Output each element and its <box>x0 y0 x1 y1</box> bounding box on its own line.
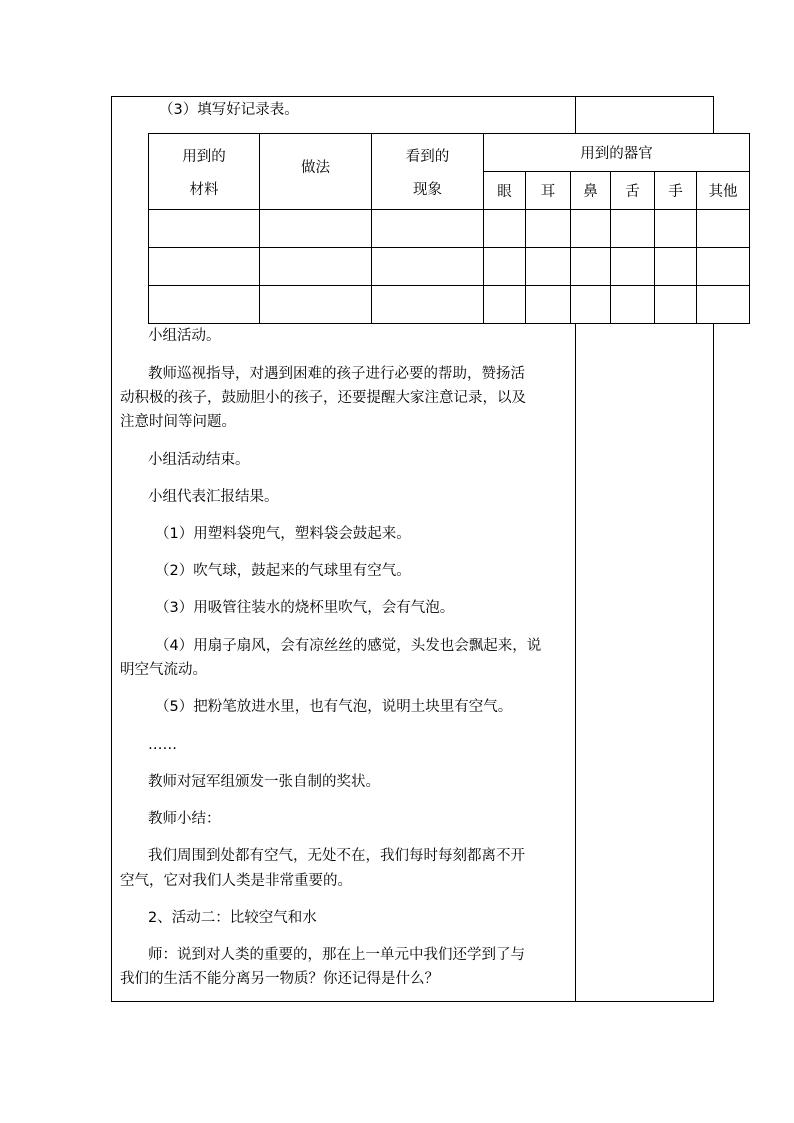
paragraph-line: （1）用塑料袋兜气，塑料袋会鼓起来。 <box>155 526 411 542</box>
table-cell <box>611 248 655 286</box>
table-cell <box>484 248 526 286</box>
organ-hand: 手 <box>655 172 697 210</box>
table-cell <box>526 210 571 248</box>
organ-other: 其他 <box>697 172 750 210</box>
table-row <box>149 248 750 286</box>
paragraph-line: 2、活动二：比较空气和水 <box>148 910 317 926</box>
table-cell <box>697 248 750 286</box>
paragraph-line: 注意时间等问题。 <box>120 414 236 430</box>
table-cell <box>611 210 655 248</box>
paragraph-line: 教师巡视指导，对遇到困难的孩子进行必要的帮助，赞扬活 <box>148 366 525 382</box>
paragraph-line: 我们周围到处都有空气，无处不在，我们每时每刻都离不开 <box>148 848 525 864</box>
paragraph-line: 小组代表汇报结果。 <box>148 489 279 505</box>
table-intro: （3）填写好记录表。 <box>159 102 299 118</box>
organ-eye: 眼 <box>484 172 526 210</box>
table-cell <box>571 286 611 324</box>
table-cell <box>697 286 750 324</box>
paragraph-line: 教师小结： <box>148 811 221 827</box>
paragraph-line: （5）把粉笔放进水里，也有气泡，说明土块里有空气。 <box>155 699 513 715</box>
paragraph-line: （2）吹气球，鼓起来的气球里有空气。 <box>155 563 411 579</box>
table-cell <box>526 286 571 324</box>
table-cell <box>571 210 611 248</box>
paragraph-line: 明空气流动。 <box>120 662 207 678</box>
header-organs: 用到的器官 <box>484 134 750 172</box>
paragraph-line: …… <box>148 737 177 753</box>
table-cell <box>571 248 611 286</box>
organ-ear: 耳 <box>526 172 571 210</box>
table-cell <box>611 286 655 324</box>
table-cell <box>149 286 260 324</box>
paragraph-line: 教师对冠军组颁发一张自制的奖状。 <box>148 774 380 790</box>
table-cell <box>149 210 260 248</box>
paragraph-line: （4）用扇子扇风，会有凉丝丝的感觉，头发也会飘起来，说 <box>155 638 542 654</box>
header-seen: 看到的 现象 <box>372 134 484 210</box>
table-cell <box>149 248 260 286</box>
table-cell <box>372 210 484 248</box>
paragraph-line: 动积极的孩子，鼓励胆小的孩子，还要提醒大家注意记录，以及 <box>120 390 526 406</box>
table-cell <box>372 248 484 286</box>
record-table <box>148 133 750 324</box>
paragraph-line: 小组活动结束。 <box>148 452 250 468</box>
paragraph-line: 空气，它对我们人类是非常重要的。 <box>120 873 352 889</box>
header-materials: 用到的 材料 <box>149 134 260 210</box>
table-cell <box>372 286 484 324</box>
table-cell <box>526 248 571 286</box>
paragraph-line: 师：说到对人类的重要的，那在上一单元中我们还学到了与 <box>148 947 525 963</box>
table-cell <box>484 210 526 248</box>
organ-nose: 鼻 <box>571 172 611 210</box>
table-cell <box>260 248 372 286</box>
table-cell <box>655 248 697 286</box>
table-cell <box>260 210 372 248</box>
table-cell <box>655 210 697 248</box>
table-row <box>149 286 750 324</box>
paragraph-line: 我们的生活不能分离另一物质？你还记得是什么？ <box>120 971 439 987</box>
table-cell <box>260 286 372 324</box>
table-cell <box>697 210 750 248</box>
organ-tongue: 舌 <box>611 172 655 210</box>
table-cell <box>655 286 697 324</box>
table-cell <box>484 286 526 324</box>
header-method: 做法 <box>260 134 372 210</box>
paragraph-line: 小组活动。 <box>148 328 221 344</box>
paragraph-line: （3）用吸管往装水的烧杯里吹气，会有气泡。 <box>155 600 455 616</box>
table-row <box>149 210 750 248</box>
